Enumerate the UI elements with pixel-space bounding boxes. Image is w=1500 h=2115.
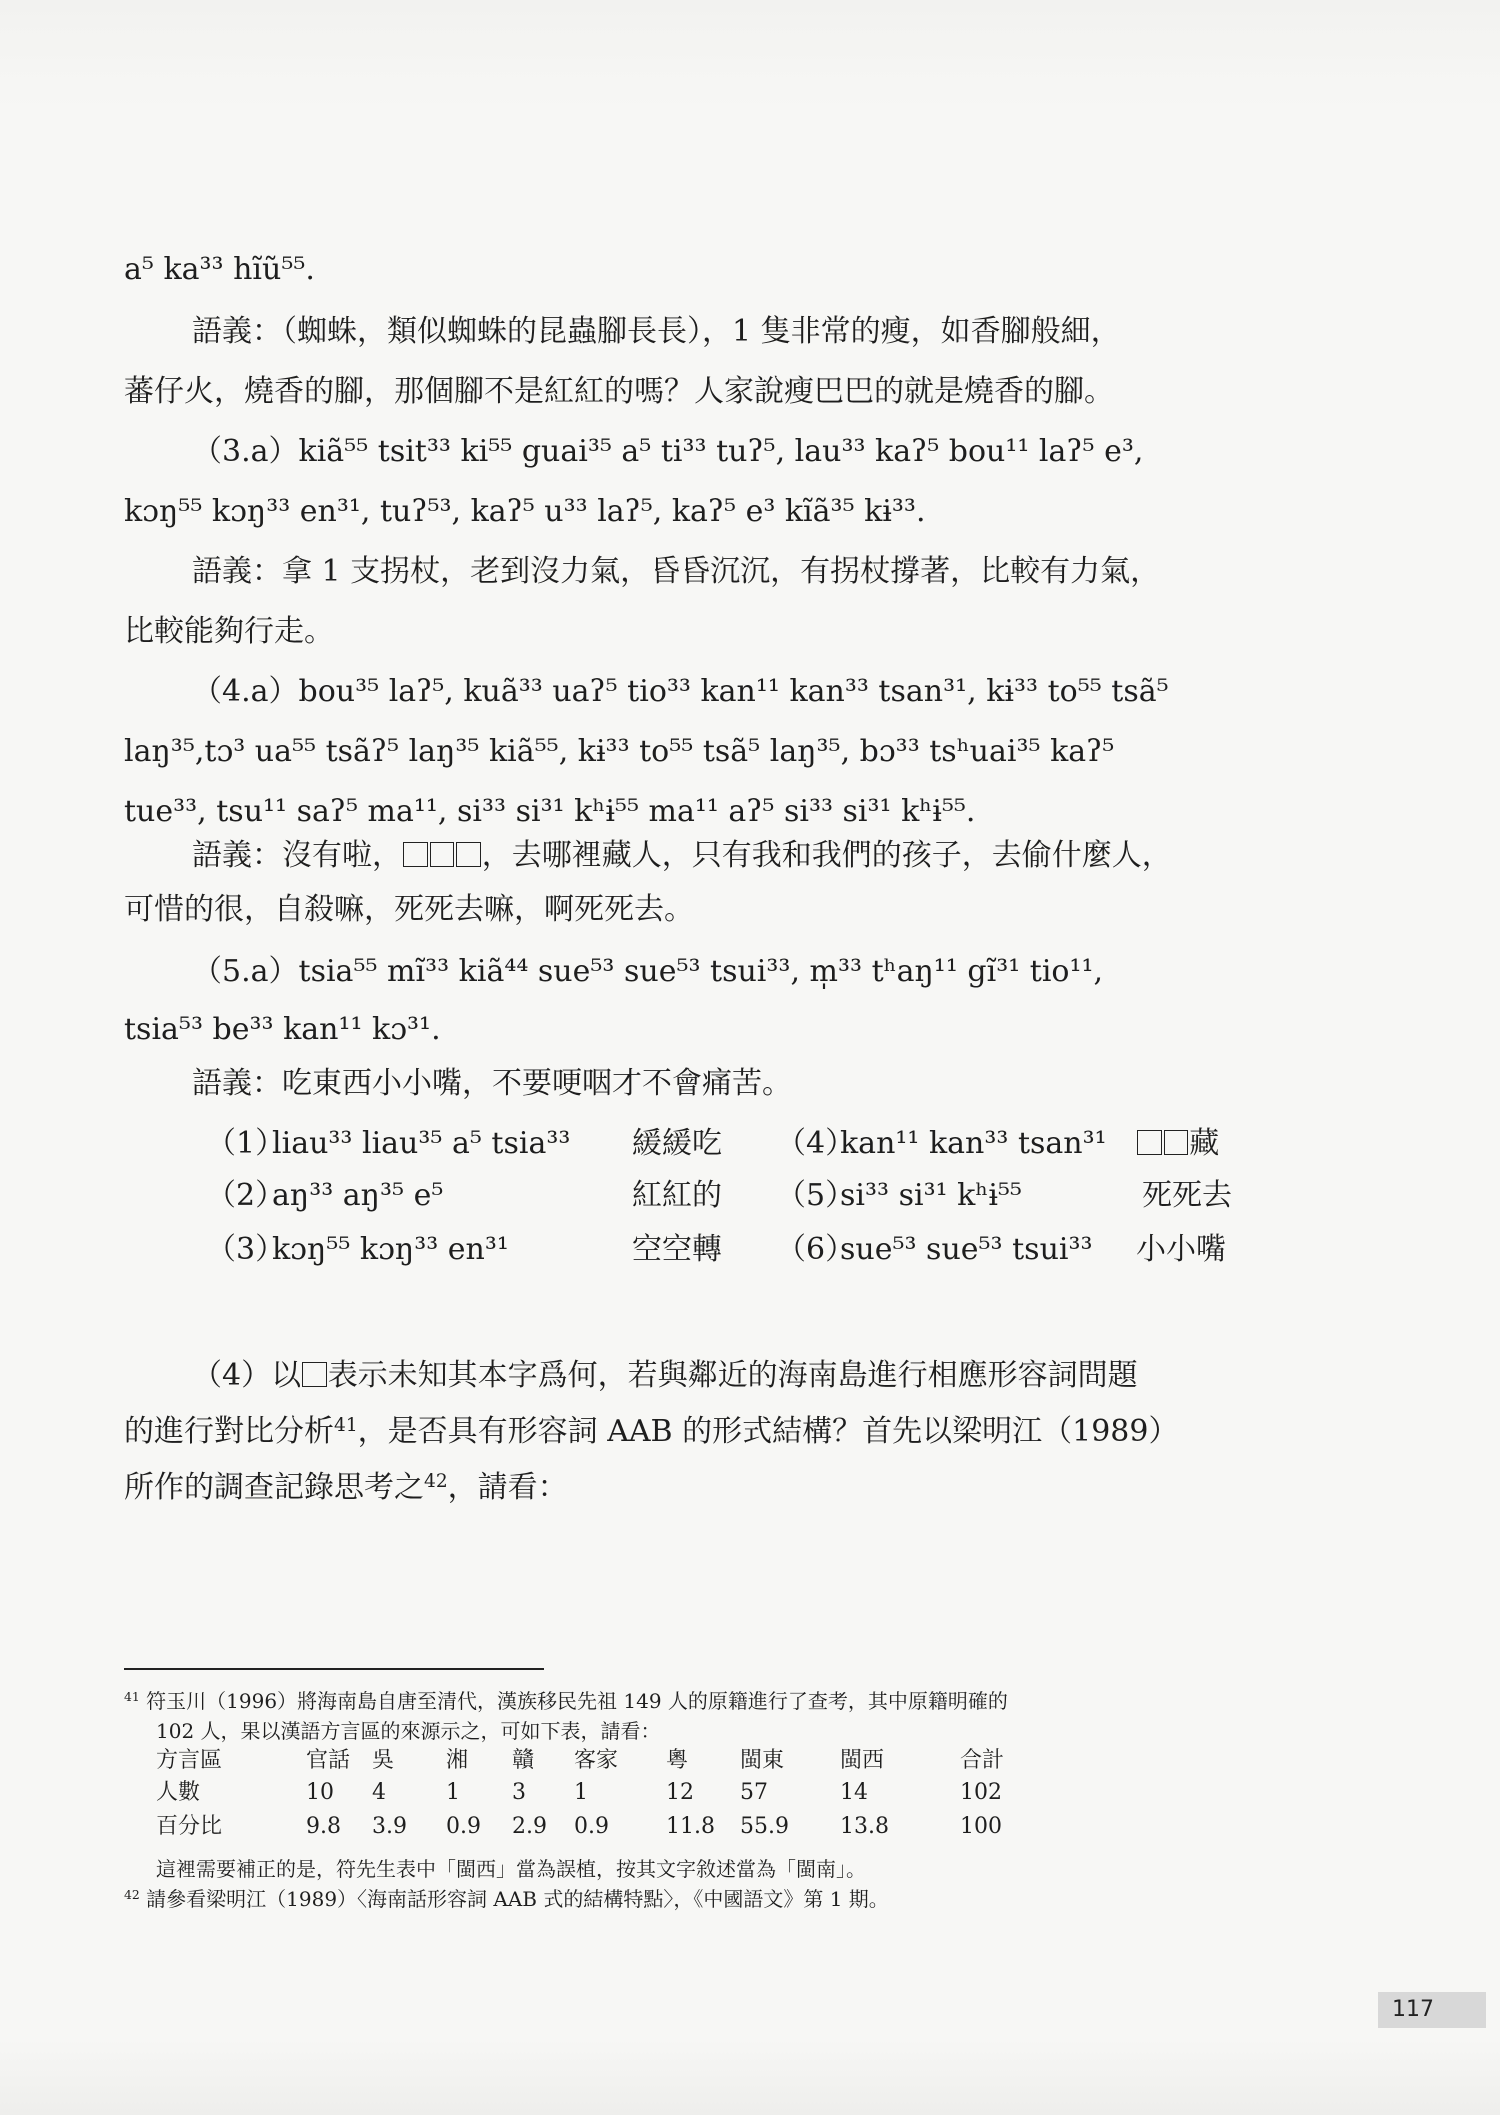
unknown-char-box bbox=[302, 1362, 327, 1387]
example-label: （3.a） bbox=[192, 434, 299, 469]
gloss-meaning: 紅紅的 bbox=[632, 1178, 722, 1213]
footnote-42 bbox=[124, 1884, 889, 1914]
table-cell: 102 bbox=[960, 1780, 1002, 1805]
meaning-line: 語義：（蜘蛛，類似蜘蛛的昆蟲腳長長），1 隻非常的瘦，如香腳般細， bbox=[192, 314, 1121, 349]
text-line: a⁵ ka³³ hĩũ⁵⁵. bbox=[124, 252, 315, 287]
table-cell: 人數 bbox=[156, 1780, 201, 1805]
romanization: laŋ³⁵,tɔ³ ua⁵⁵ tsãʔ⁵ laŋ³⁵ kiã⁵⁵, kɨ³³ to⁵⁵ tsã⁵ laŋ³⁵, bɔ³³ tsʰuai³⁵ kaʔ⁵ bbox=[124, 734, 1115, 769]
gloss-num: （4） bbox=[776, 1126, 856, 1161]
table-cell: 百分比 bbox=[156, 1814, 223, 1839]
table-cell: 3 bbox=[512, 1780, 526, 1805]
meaning-line: 可惜的很，自殺嘛，死死去嘛，啊死死去。 bbox=[124, 892, 694, 927]
paragraph-text: 表示未知其本字爲何，若與鄰近的海南島進行相應形容詞問題 bbox=[327, 1358, 1138, 1393]
table-header-cell: 吳 bbox=[372, 1748, 395, 1773]
footnote-text: 102 人，果以漢語方言區的來源示之，可如下表，請看： bbox=[156, 1719, 661, 1743]
meaning-line: 蕃仔火，燒香的腳，那個腳不是紅紅的嗎？人家說瘦巴巴的就是燒香的腳。 bbox=[124, 374, 1114, 409]
gloss-meaning bbox=[1136, 1124, 1219, 1164]
scan-bottom-shading bbox=[0, 2040, 1500, 2115]
table-header-cell: 客家 bbox=[574, 1748, 619, 1773]
table-cell: 0.9 bbox=[574, 1814, 609, 1839]
gloss-num: （5） bbox=[776, 1178, 856, 1213]
gloss-meaning: 小小嘴 bbox=[1136, 1232, 1226, 1267]
meaning-line: 語義：拿 1 支拐杖，老到沒力氣，昏昏沉沉，有拐杖撐著，比較有力氣， bbox=[192, 554, 1161, 589]
table-cell: 13.8 bbox=[840, 1814, 889, 1839]
gloss-num: （1） bbox=[206, 1126, 286, 1161]
table-cell: 55.9 bbox=[740, 1814, 789, 1839]
gloss-num: （6） bbox=[776, 1232, 856, 1267]
gloss-form: liau³³ liau³⁵ a⁵ tsia³³ bbox=[272, 1126, 571, 1161]
paragraph-text: ，請看： bbox=[447, 1470, 568, 1505]
footnote-text: 請參看梁明江（1989）〈海南話形容詞 AAB 式的結構特點〉，《中國語文》第 1 期。 bbox=[146, 1887, 889, 1911]
footnote-ref[interactable]: 42 bbox=[424, 1470, 448, 1492]
table-cell: 0.9 bbox=[446, 1814, 481, 1839]
gloss-meaning-text: 藏 bbox=[1189, 1126, 1220, 1161]
example-line bbox=[192, 952, 1240, 992]
example-label: （4.a） bbox=[192, 674, 299, 709]
table-cell: 3.9 bbox=[372, 1814, 407, 1839]
romanization: bou³⁵ laʔ⁵, kuã³³ uaʔ⁵ tio³³ kan¹¹ kan³³ tsan³¹, kɨ³³ to⁵⁵ tsã⁵ bbox=[298, 674, 1169, 709]
meaning-text: ，去哪裡藏人，只有我和我們的孩子，去偷什麼人， bbox=[481, 838, 1172, 873]
page-number: 117 bbox=[1378, 1992, 1486, 2028]
romanization: kiã⁵⁵ tsit³³ ki⁵⁵ guai³⁵ a⁵ ti³³ tuʔ⁵, lau³³ kaʔ⁵ bou¹¹ laʔ⁵ e³, bbox=[298, 434, 1144, 469]
table-cell: 1 bbox=[446, 1780, 460, 1805]
gloss-form: aŋ³³ aŋ³⁵ e⁵ bbox=[272, 1178, 444, 1213]
unknown-char-box bbox=[1137, 1130, 1162, 1155]
paragraph-text: （4）以 bbox=[192, 1358, 302, 1393]
romanization: tsia⁵⁵ mĩ³³ kiã⁴⁴ sue⁵³ sue⁵³ tsui³³, m̩³³ tʰaŋ¹¹ gĩ³¹ tio¹¹, bbox=[298, 954, 1104, 989]
paragraph-line bbox=[192, 1356, 1240, 1396]
romanization: tue³³, tsu¹¹ saʔ⁵ ma¹¹, si³³ si³¹ kʰɨ⁵⁵ ma¹¹ aʔ⁵ si³³ si³¹ kʰɨ⁵⁵. bbox=[124, 794, 976, 829]
gloss-form: kɔŋ⁵⁵ kɔŋ³³ en³¹ bbox=[272, 1232, 509, 1267]
meaning-line: 語義：吃東西小小嘴，不要哽咽才不會痛苦。 bbox=[192, 1066, 792, 1101]
romanization: tsia⁵³ be³³ kan¹¹ kɔ³¹. bbox=[124, 1012, 441, 1047]
table-cell: 11.8 bbox=[666, 1814, 715, 1839]
unknown-char-box bbox=[1164, 1130, 1189, 1155]
paragraph-text: 所作的調查記錄思考之 bbox=[124, 1470, 424, 1505]
footnote-ref[interactable]: 41 bbox=[334, 1414, 358, 1436]
footnote-text: 符玉川（1996）將海南島自唐至清代，漢族移民先祖 149 人的原籍進行了查考，其中原籍明確的 bbox=[146, 1689, 1008, 1713]
table-cell: 9.8 bbox=[306, 1814, 341, 1839]
table-cell: 100 bbox=[960, 1814, 1002, 1839]
gloss-form: si³³ si³¹ kʰɨ⁵⁵ bbox=[840, 1178, 1022, 1213]
table-cell: 12 bbox=[666, 1780, 694, 1805]
table-header-cell: 粵 bbox=[666, 1748, 689, 1773]
gloss-meaning: 緩緩吃 bbox=[632, 1126, 722, 1161]
meaning-text: 語義：沒有啦， bbox=[192, 838, 402, 873]
footnote-number: 42 bbox=[124, 1887, 140, 1903]
gloss-form: sue⁵³ sue⁵³ tsui³³ bbox=[840, 1232, 1093, 1267]
meaning-line: 比較能夠行走。 bbox=[124, 614, 334, 649]
example-line bbox=[192, 432, 1240, 472]
table-cell: 57 bbox=[740, 1780, 768, 1805]
unknown-char-box bbox=[430, 842, 455, 867]
table-header-cell: 閩東 bbox=[740, 1748, 785, 1773]
table-cell: 1 bbox=[574, 1780, 588, 1805]
paragraph-text: ，是否具有形容詞 AAB 的形式結構？首先以梁明江（1989） bbox=[357, 1414, 1179, 1449]
footnote-41 bbox=[124, 1686, 1008, 1716]
table-header-cell: 湘 bbox=[446, 1748, 469, 1773]
table-header-cell: 方言區 bbox=[156, 1748, 223, 1773]
table-cell: 4 bbox=[372, 1780, 386, 1805]
footnote-text: 這裡需要補正的是，符先生表中「閩西」當為誤植，按其文字敘述當為「閩南」。 bbox=[156, 1857, 866, 1881]
table-cell: 2.9 bbox=[512, 1814, 547, 1839]
footnote-number: 41 bbox=[124, 1689, 140, 1705]
paragraph-line bbox=[124, 1468, 1240, 1508]
romanization: kɔŋ⁵⁵ kɔŋ³³ en³¹, tuʔ⁵³, kaʔ⁵ u³³ laʔ⁵, kaʔ⁵ e³ kĩã³⁵ kɨ³³. bbox=[124, 494, 926, 529]
unknown-char-box bbox=[403, 842, 428, 867]
gloss-meaning: 空空轉 bbox=[632, 1232, 722, 1267]
example-label: （5.a） bbox=[192, 954, 299, 989]
table-header-cell: 官話 bbox=[306, 1748, 351, 1773]
paragraph-line bbox=[124, 1412, 1240, 1452]
table-header-cell: 閩西 bbox=[840, 1748, 885, 1773]
paragraph-text: 的進行對比分析 bbox=[124, 1414, 334, 1449]
table-header-cell: 贛 bbox=[512, 1748, 535, 1773]
gloss-meaning: 死死去 bbox=[1142, 1178, 1232, 1213]
table-header-cell: 合計 bbox=[960, 1748, 1005, 1773]
example-line bbox=[192, 672, 1240, 712]
gloss-form: kan¹¹ kan³³ tsan³¹ bbox=[840, 1126, 1107, 1161]
footnote-separator bbox=[124, 1668, 544, 1670]
gloss-num: （2） bbox=[206, 1178, 286, 1213]
gloss-num: （3） bbox=[206, 1232, 286, 1267]
meaning-line bbox=[192, 836, 1240, 876]
table-cell: 10 bbox=[306, 1780, 334, 1805]
table-cell: 14 bbox=[840, 1780, 868, 1805]
unknown-char-box bbox=[456, 842, 481, 867]
scan-top-shading bbox=[0, 0, 1500, 110]
